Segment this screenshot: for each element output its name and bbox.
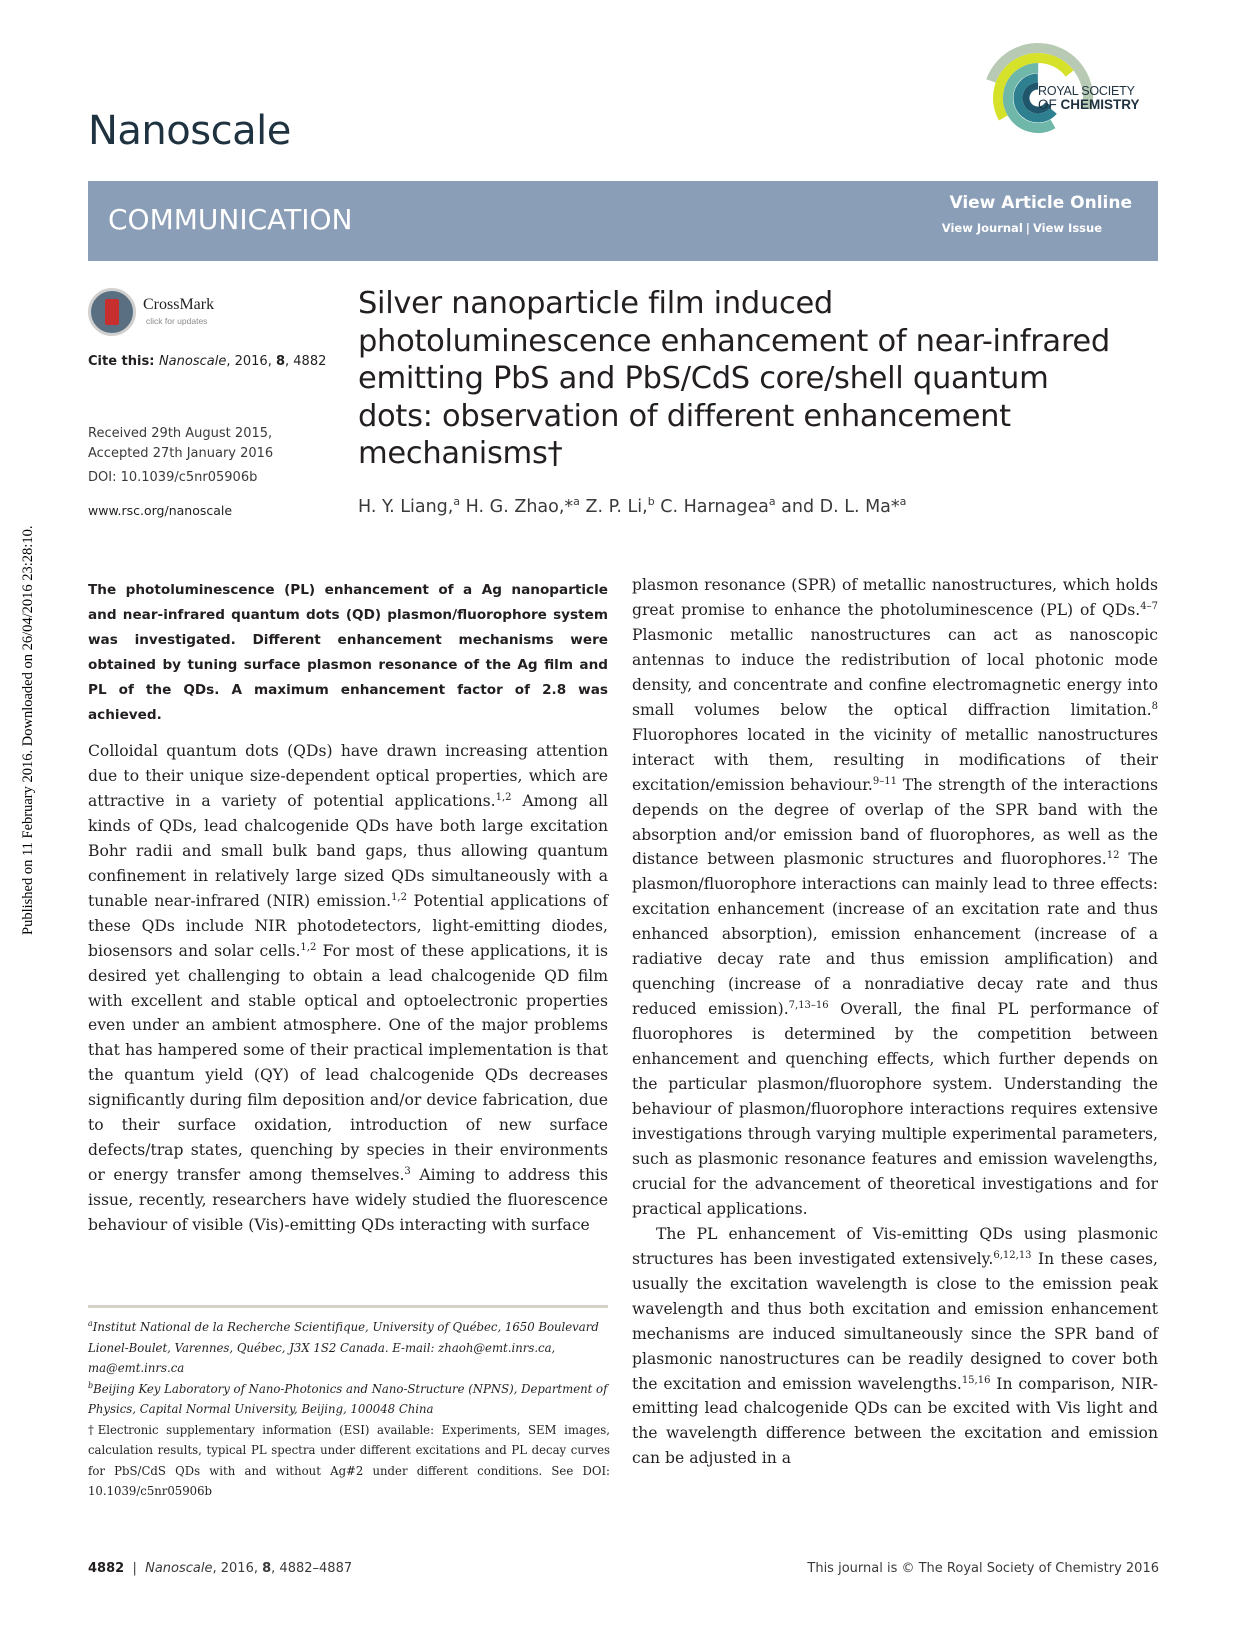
- banner-links: [942, 221, 1102, 235]
- article-type: COMMUNICATION: [108, 203, 353, 236]
- citation: Cite this: Nanoscale, 2016, 8, 4882: [88, 354, 327, 369]
- affiliation-b: $^b$Beijing Key Laboratory of Nano-Photonics and Nano-Structure (NPNS), Department of Physics, Capital Normal University, Beijing, 100048 China: [88, 1380, 608, 1416]
- journal-name[interactable]: Nanoscale: [88, 108, 291, 154]
- crossmark-badge[interactable]: [88, 288, 228, 338]
- doi: DOI: 10.1039/c5nr05906b: [88, 470, 258, 485]
- page-footer-left: 4882 | Nanoscale, 2016, 8, 4882–4887: [88, 1561, 353, 1576]
- crossmark-label: CrossMark: [143, 296, 215, 313]
- esi-note: †Electronic supplementary information (ESI) available: Experiments, SEM images, calculation results, typical PL spectra under different excitations and PL decay curves for PbS/CdS QDs with and without Ag#2 under different conditions. See DOI: 10.1039/c5nr05906b: [88, 1422, 610, 1498]
- view-article-online-link[interactable]: View Article Online: [949, 193, 1132, 213]
- publisher-name-line1: ROYAL SOCIETY: [1038, 84, 1135, 98]
- publication-stamp: Published on 11 February 2016. Downloaded on 26/04/2016 23:28:10.: [20, 525, 36, 935]
- view-journal-link[interactable]: View Journal: [941, 221, 1023, 235]
- crossmark-sublabel: click for updates: [146, 316, 208, 326]
- publisher-name-line2: OF CHEMISTRY: [1038, 97, 1140, 112]
- article-type-banner: [88, 181, 1158, 261]
- author-list: H. Y. Liang,$^a$ H. G. Zhao,*$^a$ Z. P. Li,$^b$ C. Harnagea$^a$ and D. L. Ma*$^a$: [358, 495, 907, 517]
- crossmark-icon: [88, 288, 136, 336]
- body-column-left: [88, 739, 608, 1238]
- paragraph: Colloidal quantum dots (QDs) have drawn increasing attention due to their unique size-dependent optical properties, which are attractive in a variety of potential applications.$^{1,2}$ Among all kinds of QDs, lead chalcogenide QDs have both large excitation Bohr radii and small bulk band gaps, thus allowing quantum confinement in relatively large sized QDs simultaneously with a tunable near-infrared (NIR) emission.$^{1,2}$ Potential applications of these QDs include NIR photodetectors, light-emitting diodes, biosensors and solar cells.$^{1,2}$ For most of these applications, it is desired yet challenging to obtain a lead chalcogenide QD film with excellent and stable optical and optoelectronic properties even under an ambient atmosphere. One of the major problems that has hampered some of their practical implementation is that the quantum yield (QY) of lead chalcogenide QDs decreases significantly during film deposition and/or device fabrication, due to their surface oxidation, introduction of new surface defects/trap states, quenching by species in their environments or energy transfer among themselves.$^3$ Aiming to address this issue, recently, researchers have widely studied the fluorescence behaviour of visible (Vis)-emitting QDs interacting with surface: [88, 742, 609, 1235]
- footnote-divider: [88, 1305, 608, 1308]
- journal-url[interactable]: www.rsc.org/nanoscale: [88, 503, 233, 518]
- paragraph: The PL enhancement of Vis-emitting QDs using plasmonic structures has been investigated extensively.$^{6,12,13}$ In these cases, usually the excitation wavelength is close to the emission peak wavelength and thus both excitation and emission enhancement mechanisms are induced simultaneously since the SPR band of plasmonic nanostructures can be readily designed to cover both the excitation and emission wavelengths.$^{15,16}$ In comparison, NIR-emitting lead chalcogenide QDs can be excited with Vis light and the wavelength difference between the excitation and emission can be adjusted in a: [632, 1224, 1159, 1468]
- affiliation-a: $^a$Institut National de la Recherche Scientifique, University of Québec, 1650 Boulevard Lionel-Boulet, Varennes, Québec, J3X 1S2 Canada. E-mail: zhaoh@emt.inrs.ca, ma@emt.inrs.ca: [88, 1319, 599, 1375]
- abstract: The photoluminescence (PL) enhancement of a Ag nanoparticle and near-infrared quantum dots (QD) plasmon/fluorophore system was investigated. Different enhancement mechanisms were obtained by tuning surface plasmon resonance of the Ag film and PL of the QDs. A maximum enhancement factor of 2.8 was achieved.: [88, 582, 608, 723]
- link-separator: |: [1025, 221, 1030, 235]
- body-column-right: [632, 573, 1158, 1471]
- article-title: Silver nanoparticle film induced photoluminescence enhancement of near-infrared emitting PbS and PbS/CdS core/shell quantum dots: observation of different enhancement mechanisms†: [358, 286, 1110, 471]
- page-footer-right: This journal is © The Royal Society of Chemistry 2016: [807, 1561, 1159, 1576]
- received-dates: Received 29th August 2015, Accepted 27th January 2016: [88, 426, 274, 461]
- view-issue-link[interactable]: View Issue: [1032, 221, 1102, 235]
- footnotes: [88, 1317, 610, 1502]
- paragraph: plasmon resonance (SPR) of metallic nanostructures, which holds great promise to enhance the photoluminescence (PL) of QDs.$^{4-7}$ Plasmonic metallic nanostructures can act as nanoscopic antennas to induce the redistribution of local photonic mode density, and concentrate and confine electromagnetic energy into small volumes below the optical diffraction limitation.$^8$ Fluorophores located in the vicinity of metallic nanostructures interact with them, resulting in modifications of their excitation/emission behaviour.$^{9-11}$ The strength of the interactions depends on the degree of overlap of the SPR band with the absorption and/or emission band of fluorophores, as well as the distance between plasmonic structures and fluorophores.$^{12}$ The plasmon/fluorophore interactions can mainly lead to three effects: excitation enhancement (increase of an excitation rate and thus enhanced absorption), emission enhancement (increase of a radiative decay rate and thus emission amplification) and quenching (increase of a nonradiative decay rate and thus reduced emission).$^{7,13-16}$ Overall, the final PL performance of fluorophores is determined by the competition between enhancement and quenching effects, which further depends on the particular plasmon/fluorophore system. Understanding the behaviour of plasmon/fluorophore interactions requires extensive investigations through varying multiple experimental parameters, such as plasmonic resonance features and emission wavelengths, crucial for the advancement of theoretical investigations and for practical applications.: [632, 576, 1159, 1218]
